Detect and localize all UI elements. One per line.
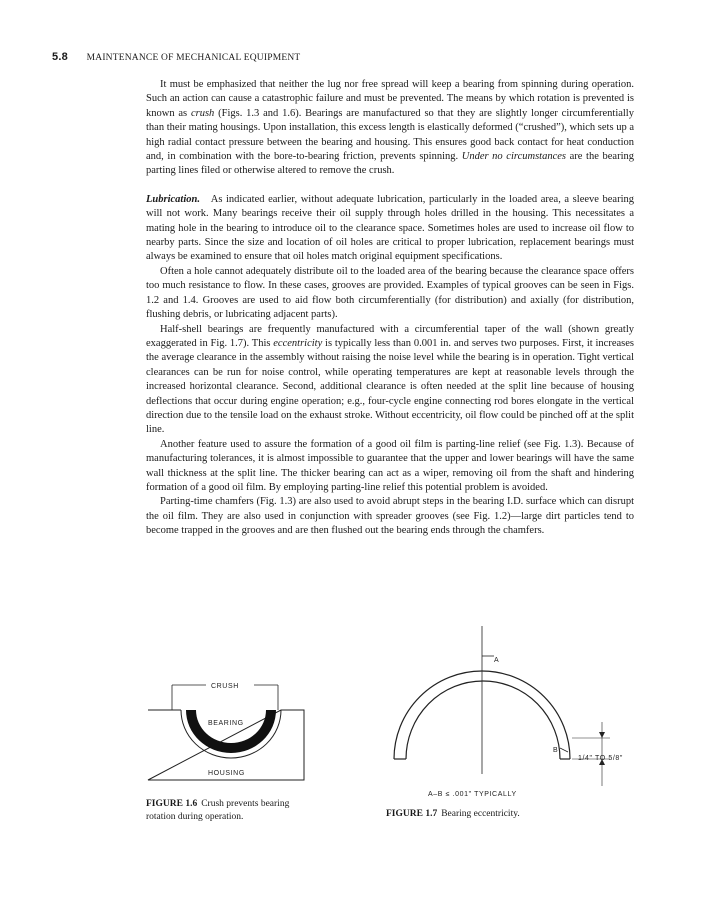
body-text [146, 78, 634, 539]
figure-1-6-diagram [146, 680, 306, 785]
dimension-label: 1/4" TO 5/8" [578, 755, 623, 762]
figure-1-7-caption-text: Bearing eccentricity. [441, 809, 520, 819]
bearing-shell [186, 710, 276, 753]
bearing-label: BEARING [208, 720, 244, 727]
paragraph-parting-line-relief: Another feature used to assure the formation of a good oil film is parting-line relief (see Fig. 1.3). Because of manufacturing tolerances, it is almost impossible to guarantee that the upper and lower bearings will have the same wall thickness at the split line. The thicker bearing can act as a wiper, removing oil from the shaft and hindering formation of a good oil film. By employing parting-line relief this potential problem is avoided. [146, 438, 634, 493]
figure-1-6-caption [146, 798, 316, 823]
paragraph-grooves: Often a hole cannot adequately distribute oil to the loaded area of the bearing because the clearance space offers too much resistance to flow. In these cases, grooves are provided. Examples of typical grooves can be seen in Figs. 1.2 and 1.4. Grooves are used to aid flow both circumferentially (for distribution) and axially (for distribution, flushing debris, or lubricating adjacent parts). [146, 265, 634, 321]
b-leader [560, 748, 568, 752]
paragraph-eccentricity: Half-shell bearings are frequently manufactured with a circumferential taper of the wall (shown greatly exaggerated in Fig. 1.7). This eccentricity is typically less than 0.001 in. and serves two purposes. First, it increases the average clearance in the assembly without raising the noise level while the bearing is in operation. Tight vertical clearances can be run for noise control, while operating temperatures are kept at reasonable levels through the increased horizontal clearance. Second, additional clearance is often needed at the split line because of housing deflections that occur during engine operation; e.g., four-cycle engine connecting rod bores elongate in the vertical direction due to the tensile load on the exhaust stroke. Without eccentricity, oil flow could be pinched off at the split line. [146, 323, 634, 436]
emphasis-under-no-circumstances: Under no circumstances [461, 151, 566, 163]
a-label: A [494, 657, 500, 664]
crush-label: CRUSH [211, 683, 239, 690]
figure-1-7-diagram [386, 624, 646, 804]
housing-label: HOUSING [208, 770, 245, 777]
term-crush: crush [190, 107, 215, 119]
paragraph-crush: It must be emphasized that neither the lug nor free spread will keep a bearing from spinning during operation. Such an action can cause a catastrophic failure and must be prevented. The means by which rotation is prevented is known as crush (Figs. 1.3 and 1.6). Bearings are manufactured so that they are slightly longer circumferentially than their mating housings. Upon installation, this excess length is elastically deformed (“crushed”), which sets up a high radial contact pressure between the bearing and housing. This ensures good back contact for heat conduction and, in combination with the bore-to-bearing friction, prevents spinning. Under no circumstances are the bearing parting lines filed or otherwise altered to remove the crush. [146, 79, 634, 177]
figure-1-6-caption-label: FIGURE 1.6 [146, 799, 198, 809]
dimension-arrow-top [599, 732, 605, 738]
term-eccentricity: eccentricity [273, 337, 323, 349]
eccentricity-relation-label: A–B ≤ .001" TYPICALLY [428, 791, 517, 798]
b-label: B [553, 747, 559, 754]
page-number: 5.8 [52, 51, 68, 63]
figure-1-7-caption [386, 808, 606, 821]
paragraph-lubrication: Lubrication. As indicated earlier, without adequate lubrication, particularly in the loaded area, a sleeve bearing will not work. Many bearings receive their oil supply through holes drilled in the housing. This necessitates a mating hole in the bearing to introduce oil to the clearance space. Sometimes holes are used to increase oil flow to nearby parts. Since the size and location of oil holes are critical to proper lubrication, replacement bearings must always be examined to ensure that oil holes match original equipment specifications. [146, 193, 634, 263]
running-title: MAINTENANCE OF MECHANICAL EQUIPMENT [86, 53, 301, 63]
running-header [52, 51, 300, 63]
bearing-inner-arc [406, 681, 560, 759]
figure-1-6-caption-text: Crush prevents bearing rotation during operation. [146, 799, 290, 822]
figure-1-7-caption-label: FIGURE 1.7 [386, 809, 438, 819]
section-heading-lubrication: Lubrication. [146, 193, 200, 205]
paragraph-chamfers: Parting-time chamfers (Fig. 1.3) are also used to avoid abrupt steps in the bearing I.D. surface which can disrupt the oil film. They are also used in conjunction with spreader grooves (see Fig. 1.2)—large dirt particles tend to become trapped in the grooves and are then flushed out the bearing ends through the chamfers. [146, 496, 634, 537]
